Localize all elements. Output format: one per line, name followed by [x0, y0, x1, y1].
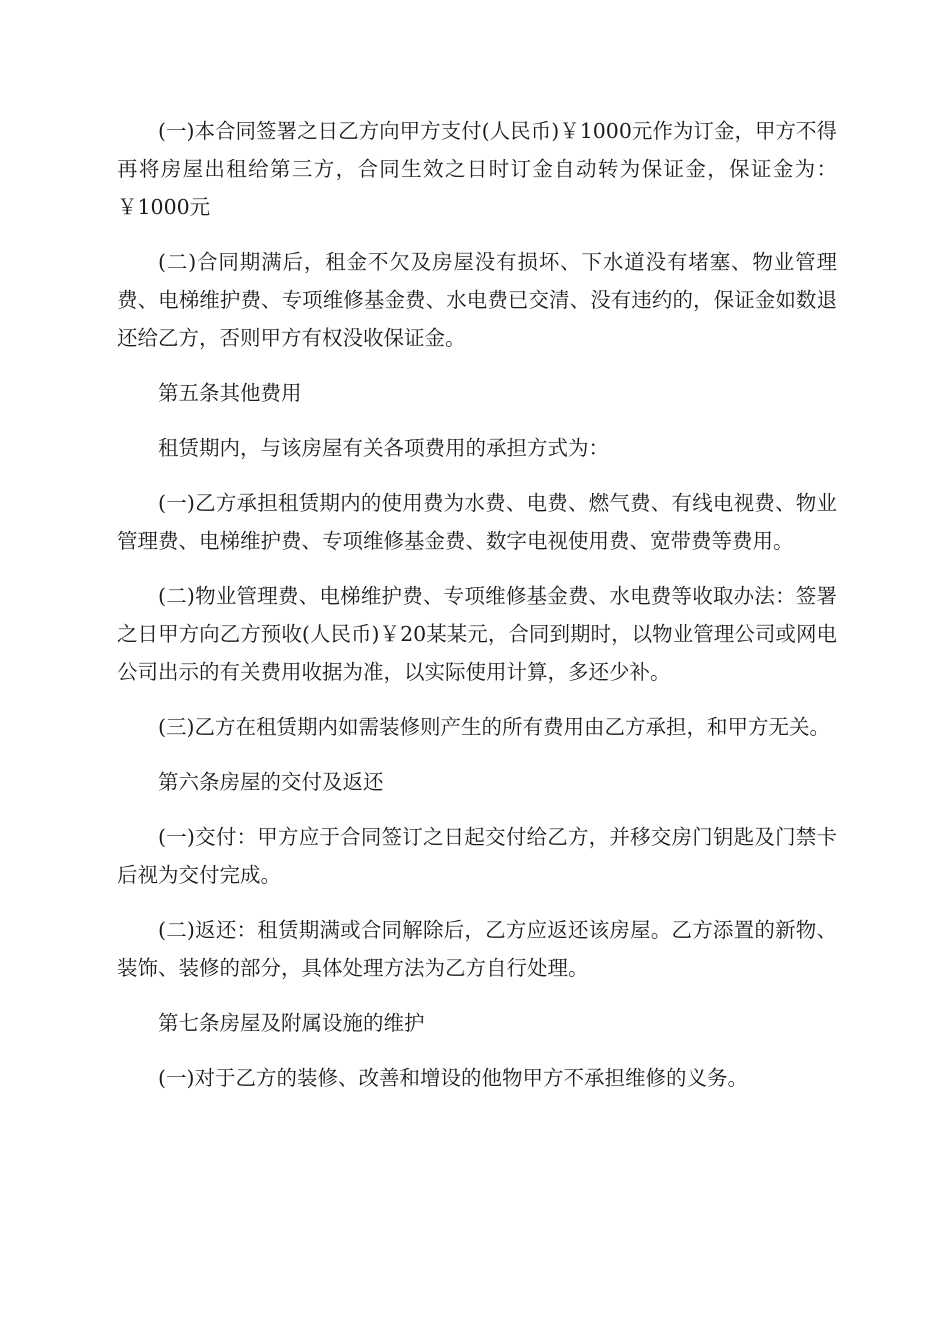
document-body	[117, 112, 837, 1114]
paragraph-fees-intro: 租赁期内，与该房屋有关各项费用的承担方式为：	[158, 436, 609, 460]
paragraph-return: (二)返还：租赁期满或合同解除后，乙方应返还该房屋。乙方添置的新物、装饰、装修的部分，具体处理方法为乙方自行处理。	[117, 918, 837, 980]
section-heading-article-7: 第七条房屋及附属设施的维护	[158, 1011, 425, 1035]
paragraph-deposit-2: (二)合同期满后，租金不欠及房屋没有损坏、下水道没有堵塞、物业管理费、电梯维护费、专项维修基金费、水电费已交清、没有违约的，保证金如数退还给乙方，否则甲方有权没收保证金。	[117, 250, 837, 350]
paragraph-delivery: (一)交付：甲方应于合同签订之日起交付给乙方，并移交房门钥匙及门禁卡后视为交付完成。	[117, 825, 837, 887]
paragraph-fees-3: (三)乙方在租赁期内如需装修则产生的所有费用由乙方承担，和甲方无关。	[158, 715, 830, 739]
paragraph-fees-1: (一)乙方承担租赁期内的使用费为水费、电费、燃气费、有线电视费、物业管理费、电梯维护费、专项维修基金费、数字电视使用费、宽带费等费用。	[117, 491, 837, 553]
section-heading-article-5: 第五条其他费用	[158, 381, 302, 405]
paragraph-deposit-1: (一)本合同签署之日乙方向甲方支付(人民币)￥1000元作为订金，甲方不得再将房屋出租给第三方，合同生效之日时订金自动转为保证金，保证金为：￥1000元	[117, 119, 837, 219]
section-heading-article-6: 第六条房屋的交付及返还	[158, 770, 384, 794]
paragraph-fees-2: (二)物业管理费、电梯维护费、专项维修基金费、水电费等收取办法：签署之日甲方向乙方预收(人民币)￥20某某元，合同到期时，以物业管理公司或网电公司出示的有关费用收据为准，以实际使用计算，多还少补。	[117, 584, 837, 684]
paragraph-maintenance-1: (一)对于乙方的装修、改善和增设的他物甲方不承担维修的义务。	[158, 1066, 748, 1090]
